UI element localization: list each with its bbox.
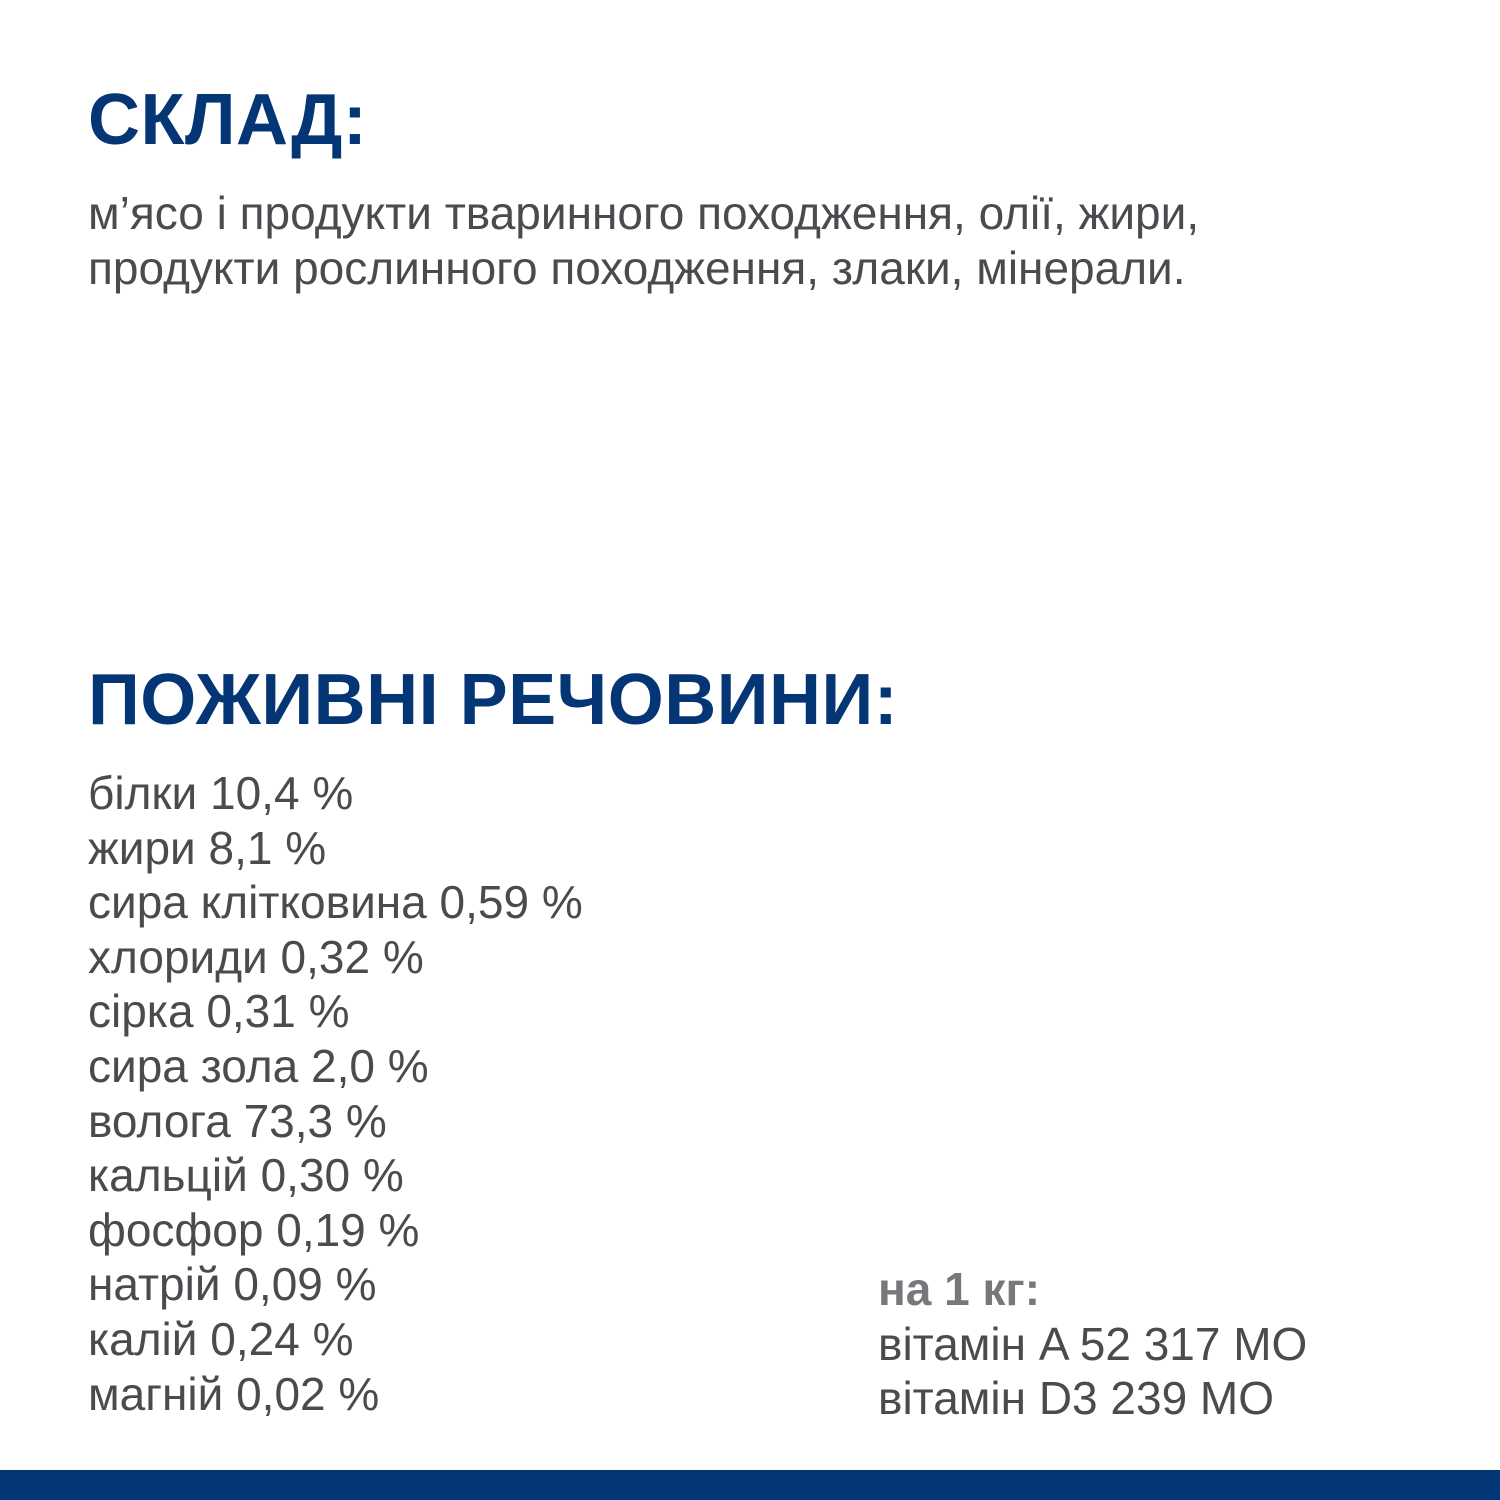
- nutrient-item: [88, 821, 583, 876]
- nutrients-list: [88, 766, 583, 1421]
- vitamin-name: вітамін D3: [878, 1372, 1098, 1425]
- nutrient-item: [88, 1148, 583, 1203]
- nutrient-name: волога: [88, 1094, 231, 1147]
- composition-line: продукти рослинного походження, злаки, мінерали.: [88, 242, 1186, 294]
- nutrient-name: кальцій: [88, 1149, 248, 1202]
- vitamins-block: [878, 1262, 1307, 1426]
- composition-heading: СКЛАД:: [88, 80, 368, 160]
- vitamin-name: вітамін A: [878, 1317, 1067, 1370]
- nutrient-name: калій: [88, 1312, 198, 1365]
- nutrient-value: 0,19 %: [276, 1203, 420, 1256]
- nutrient-item: [88, 1203, 583, 1258]
- nutrient-item: [88, 766, 583, 821]
- nutrient-name: жири: [88, 821, 196, 874]
- nutrient-item: [88, 1312, 583, 1367]
- nutrient-name: сира клітковина: [88, 876, 427, 929]
- nutrient-name: натрій: [88, 1258, 221, 1311]
- nutrient-value: 0,59 %: [439, 876, 583, 929]
- vitamin-item: [878, 1317, 1307, 1372]
- nutrient-item: [88, 1039, 583, 1094]
- nutrient-item: [88, 875, 583, 930]
- nutrient-name: фосфор: [88, 1203, 264, 1256]
- nutrient-value: 0,30 %: [260, 1149, 404, 1202]
- nutrient-name: сірка: [88, 985, 194, 1038]
- nutrient-item: [88, 1257, 583, 1312]
- nutrient-item: [88, 930, 583, 985]
- nutrient-name: хлориди: [88, 930, 268, 983]
- nutrient-name: білки: [88, 767, 198, 819]
- per-kg-label: на 1 кг:: [878, 1263, 1041, 1315]
- nutrient-value: 0,31 %: [206, 985, 350, 1038]
- footer-bar: [0, 1470, 1500, 1500]
- nutrients-heading: ПОЖИВНІ РЕЧОВИНИ:: [88, 660, 899, 740]
- nutrient-value: 0,02 %: [236, 1367, 380, 1420]
- nutrient-item: [88, 984, 583, 1039]
- vitamin-value: 239 МО: [1110, 1372, 1275, 1425]
- vitamin-value: 52 317 МО: [1079, 1317, 1308, 1370]
- nutrient-value: 2,0 %: [311, 1039, 429, 1092]
- nutrient-value: 8,1 %: [208, 821, 327, 874]
- nutrient-item: [88, 1367, 583, 1422]
- nutrient-value: 0,32 %: [280, 930, 424, 983]
- nutrient-value: 73,3 %: [243, 1094, 387, 1147]
- composition-text: [88, 186, 1428, 296]
- nutrient-name: магній: [88, 1367, 224, 1420]
- nutrient-value: 10,4 %: [210, 767, 354, 819]
- nutrient-value: 0,24 %: [210, 1312, 354, 1365]
- vitamin-item: [878, 1371, 1307, 1426]
- nutrient-value: 0,09 %: [233, 1258, 377, 1311]
- composition-line: м’ясо і продукти тваринного походження, олії, жири,: [88, 187, 1200, 239]
- nutrient-name: сира зола: [88, 1039, 299, 1092]
- nutrient-item: [88, 1094, 583, 1149]
